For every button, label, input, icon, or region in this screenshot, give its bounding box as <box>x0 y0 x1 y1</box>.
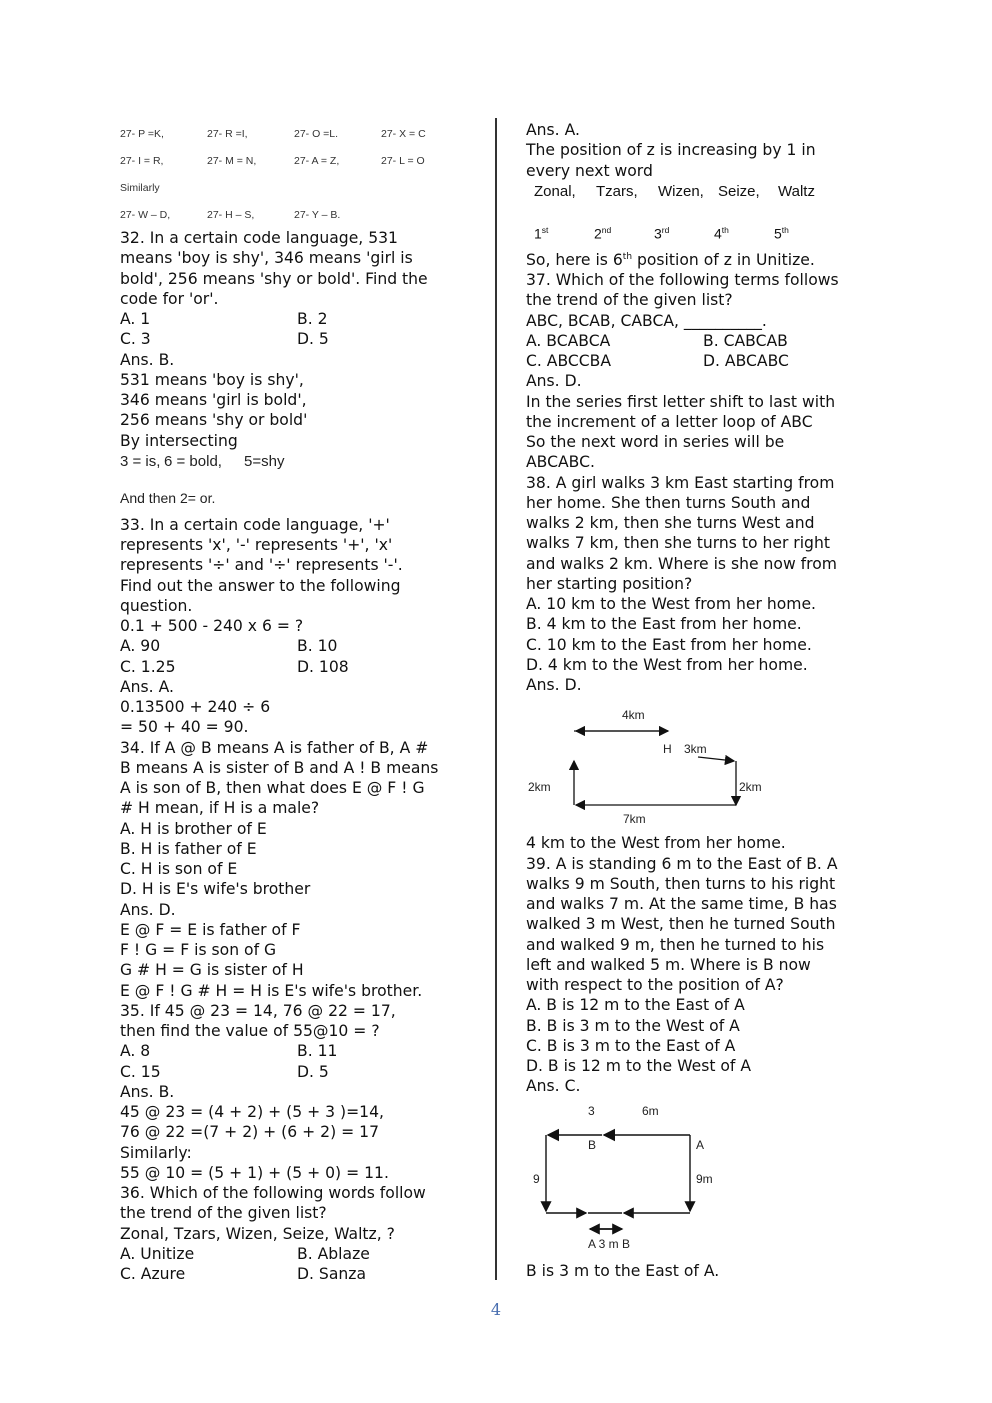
question-line: 32. In a certain code language, 531 <box>120 229 398 247</box>
option: C. 1.25 <box>120 657 176 676</box>
ordinal-suffix: th <box>721 225 729 236</box>
answer-line: Ans. B. <box>120 1082 175 1101</box>
option: A. Unitize <box>120 1244 195 1263</box>
option: D. 5 <box>297 1062 329 1081</box>
code-result: 5=shy <box>244 453 285 471</box>
answer-line: ABCABC. <box>526 453 595 472</box>
code-cell: 27- I = R, <box>120 154 164 167</box>
walk-diagram <box>526 699 876 833</box>
code-row <box>120 201 475 228</box>
option: A. 8 <box>120 1042 151 1061</box>
question-line: walks 9 m South, then turns to his right <box>526 874 836 893</box>
option-row <box>120 636 475 656</box>
option: C. 3 <box>120 330 151 349</box>
option: D. ABCABC <box>703 352 789 371</box>
option-row <box>120 309 475 329</box>
question-line: with respect to the position of A? <box>526 976 784 995</box>
question-line: walked 3 m West, then he turned South <box>526 915 836 934</box>
unitize-post: position of z in Unitize. <box>632 250 815 269</box>
question-line: means 'boy is shy', 346 means 'girl is <box>120 249 413 268</box>
answer-line: her home. She then turns South and <box>526 493 811 512</box>
answer-line: D. 4 km to the West from her home. <box>526 655 808 674</box>
ordinal-number: 5 <box>774 226 782 243</box>
option: A. 90 <box>120 637 161 656</box>
word-row <box>526 181 876 203</box>
answer-line: and walks 2 km. Where is she now from <box>526 554 837 573</box>
answer-line: Zonal, Tzars, Wizen, Seize, Waltz, ? <box>120 1224 395 1243</box>
question-line: E @ F ! G # H = H is E's wife's brother. <box>120 981 423 1000</box>
option: D. 108 <box>297 657 349 676</box>
distance-label: A 3 m B <box>588 1236 631 1251</box>
distance-label: 7km <box>623 812 646 827</box>
word: Tzars, <box>596 183 638 201</box>
word: Zonal, <box>534 183 576 201</box>
ordinal-suffix: nd <box>601 225 612 236</box>
question-line: D. B is 12 m to the West of A <box>526 1057 752 1076</box>
question-line: Ans. C. <box>526 1077 581 1096</box>
question-line: ABC, BCAB, CABCA, __________. <box>526 311 767 330</box>
code-row <box>120 147 475 174</box>
answer-line: Ans. A. <box>526 121 580 139</box>
code-cell: 27- Y – B. <box>294 208 341 221</box>
point-label: A <box>696 1137 705 1152</box>
option: A. BCABCA <box>526 331 611 350</box>
answer-line: = 50 + 40 = 90. <box>120 718 249 737</box>
code-result: 6 = bold, <box>164 453 222 471</box>
ordinal <box>654 225 714 242</box>
question-line: C. H is son of E <box>120 860 238 878</box>
question-line: the trend of the given list? <box>526 291 733 310</box>
answer-line: The position of z is increasing by 1 in <box>526 141 816 160</box>
answer-line: every next word <box>526 161 653 180</box>
answer-line: So the next word in series will be <box>526 433 785 452</box>
answer-line: C. 10 km to the East from her home. <box>526 635 812 654</box>
answer-line: In the series first letter shift to last with <box>526 392 836 411</box>
answer-line: the increment of a letter loop of ABC <box>526 412 813 431</box>
option-row <box>120 1062 475 1082</box>
code-cell: 27- L = O <box>381 154 425 167</box>
position-diagram <box>526 1101 876 1261</box>
code-cell: 27- X = C <box>381 127 426 140</box>
distance-label: 9 <box>533 1171 540 1186</box>
ordinal <box>594 225 654 242</box>
option-row <box>120 657 475 677</box>
distance-label: 2km <box>528 780 551 795</box>
option: B. 11 <box>297 1042 338 1061</box>
code-cell: 27- H – S, <box>207 208 255 221</box>
arrow-line <box>698 757 734 761</box>
code-row <box>120 120 475 147</box>
code-result: 3 = is, <box>120 453 161 471</box>
question-line: bold', 256 means 'shy or bold'. Find the <box>120 269 428 288</box>
question-line: represents '÷' and '÷' represents '-'. <box>120 556 403 575</box>
answer-line: walks 7 km, then she turns to her right <box>526 534 830 553</box>
question-line: C. B is 3 m to the East of A <box>526 1036 736 1055</box>
answer-line: 531 means 'boy is shy', <box>120 370 304 389</box>
option: A. 1 <box>120 310 151 328</box>
answer-line: 346 means 'girl is bold', <box>120 391 307 409</box>
answer-line: Ans. B. <box>120 350 175 369</box>
code-cell: 27- O =L. <box>294 127 339 140</box>
option-row <box>120 329 475 349</box>
question-line: and walks 7 m. At the same time, B has <box>526 895 837 914</box>
question-line: then find the value of 55@10 = ? <box>120 1022 380 1040</box>
answer-line: A. 10 km to the West from her home. <box>526 595 816 614</box>
unitize-line <box>526 247 876 270</box>
ordinal <box>534 225 594 242</box>
ordinal-suffix: th <box>781 225 789 236</box>
ordinal <box>714 225 774 242</box>
question-line: F ! G = F is son of G <box>120 941 277 959</box>
option: C. ABCCBA <box>526 352 612 371</box>
unitize-pre: So, here is 6 <box>526 250 623 269</box>
answer-line: 45 @ 23 = (4 + 2) + (5 + 3 )=14, <box>120 1103 384 1121</box>
question-line: A is son of B, then what does E @ F ! G <box>120 779 425 797</box>
word: Wizen, <box>658 183 704 201</box>
option-row <box>120 1041 475 1061</box>
answer-line: Ans. D. <box>526 676 582 695</box>
column-divider <box>495 118 497 1280</box>
option: D. 5 <box>297 330 329 349</box>
question-line: G # H = G is sister of H <box>120 961 304 980</box>
question-line: 37. Which of the following terms follows <box>526 271 839 290</box>
answer-line: By intersecting <box>120 431 238 450</box>
question-line: Find out the answer to the following <box>120 576 401 595</box>
code-cell: 27- M = N, <box>207 154 257 167</box>
distance-label: 2km <box>739 780 762 795</box>
code-result-row <box>120 451 475 473</box>
distance-label: 4km <box>622 708 645 723</box>
answer-line: walks 2 km, then she turns West and <box>526 514 815 533</box>
distance-label: 9m <box>696 1171 713 1186</box>
code-result-then: And then 2= or. <box>120 489 216 506</box>
option: B. CABCAB <box>703 331 788 350</box>
option-row <box>526 351 876 371</box>
question-line: 39. A is standing 6 m to the East of B. A <box>526 854 838 873</box>
answer-line: Similarly: <box>120 1143 192 1162</box>
question-line: left and walked 5 m. Where is B now <box>526 955 811 974</box>
question-line: 0.1 + 500 - 240 x 6 = ? <box>120 617 304 635</box>
ordinal-row <box>526 223 876 245</box>
ordinal-number: 4 <box>714 226 722 243</box>
home-label: H <box>663 742 672 757</box>
answer-line: 55 @ 10 = (5 + 1) + (5 + 0) = 11. <box>120 1163 389 1182</box>
point-label: B <box>588 1137 597 1152</box>
option: C. 15 <box>120 1062 161 1081</box>
option: C. Azure <box>120 1265 186 1283</box>
ordinal-suffix: st <box>541 225 549 236</box>
question-line: A. B is 12 m to the East of A <box>526 996 745 1015</box>
option: B. Ablaze <box>297 1244 370 1263</box>
distance-label: 3 <box>588 1103 595 1118</box>
question-line: 35. If 45 @ 23 = 14, 76 @ 22 = 17, <box>120 1001 396 1020</box>
ordinal-number: 2 <box>594 226 602 243</box>
answer-line: 76 @ 22 =(7 + 2) + (6 + 2) = 17 <box>120 1123 379 1142</box>
code-cell: 27- R =I, <box>207 127 248 140</box>
option-row <box>526 331 876 351</box>
unitize-sup: th <box>622 251 633 262</box>
answer-line: 36. Which of the following words follow <box>120 1184 426 1202</box>
ordinal-number: 1 <box>534 226 542 243</box>
word: Seize, <box>718 183 760 201</box>
answer-line: her starting position? <box>526 574 693 593</box>
ordinal-number: 3 <box>654 226 662 243</box>
option-row <box>120 1264 475 1284</box>
answer-line: 256 means 'shy or bold' <box>120 411 308 430</box>
question-line: # H mean, if H is a male? <box>120 799 320 818</box>
right-column <box>526 120 876 1281</box>
similarly-label: Similarly <box>120 181 160 194</box>
question-line: 34. If A @ B means A is father of B, A # <box>120 738 429 757</box>
distance-label: 6m <box>642 1103 659 1118</box>
option: B. 10 <box>297 637 338 656</box>
question-line: 33. In a certain code language, '+' <box>120 515 390 534</box>
question-line: E @ F = E is father of F <box>120 920 301 939</box>
question-line: Ans. D. <box>120 900 176 919</box>
code-cell: 27- A = Z, <box>294 154 340 167</box>
answer-line: Ans. A. <box>120 677 174 696</box>
question-line: B. H is father of E <box>120 839 257 858</box>
question-line: question. <box>120 596 193 615</box>
ordinal-suffix: rd <box>661 225 670 236</box>
answer-line: 38. A girl walks 3 km East starting from <box>526 473 835 492</box>
answer-line: the trend of the given list? <box>120 1204 327 1223</box>
answer-line: Ans. D. <box>526 372 582 391</box>
question-line: B means A is sister of B and A ! B means <box>120 758 439 777</box>
result-line: B is 3 m to the East of A. <box>526 1261 720 1280</box>
code-cell: 27- W – D, <box>120 208 171 221</box>
page-number: 4 <box>490 1300 502 1319</box>
word: Waltz <box>778 183 815 201</box>
question-line: code for 'or'. <box>120 289 219 308</box>
answer-line: B. 4 km to the East from her home. <box>526 615 802 634</box>
result-line: 4 km to the West from her home. <box>526 834 786 853</box>
question-line: D. H is E's wife's brother <box>120 880 311 899</box>
question-line: A. H is brother of E <box>120 819 267 838</box>
option-row <box>120 1244 475 1264</box>
question-line: and walked 9 m, then he turned to his <box>526 935 825 954</box>
answer-line: 0.13500 + 240 ÷ 6 <box>120 698 271 716</box>
option: D. Sanza <box>297 1265 366 1283</box>
distance-label: 3km <box>684 742 707 757</box>
left-column <box>120 120 475 1284</box>
question-line: B. B is 3 m to the West of A <box>526 1016 740 1035</box>
ordinal <box>774 225 834 242</box>
question-line: represents 'x', '-' represents '+', 'x' <box>120 536 393 554</box>
option: B. 2 <box>297 310 328 328</box>
code-cell: 27- P =K, <box>120 127 164 140</box>
